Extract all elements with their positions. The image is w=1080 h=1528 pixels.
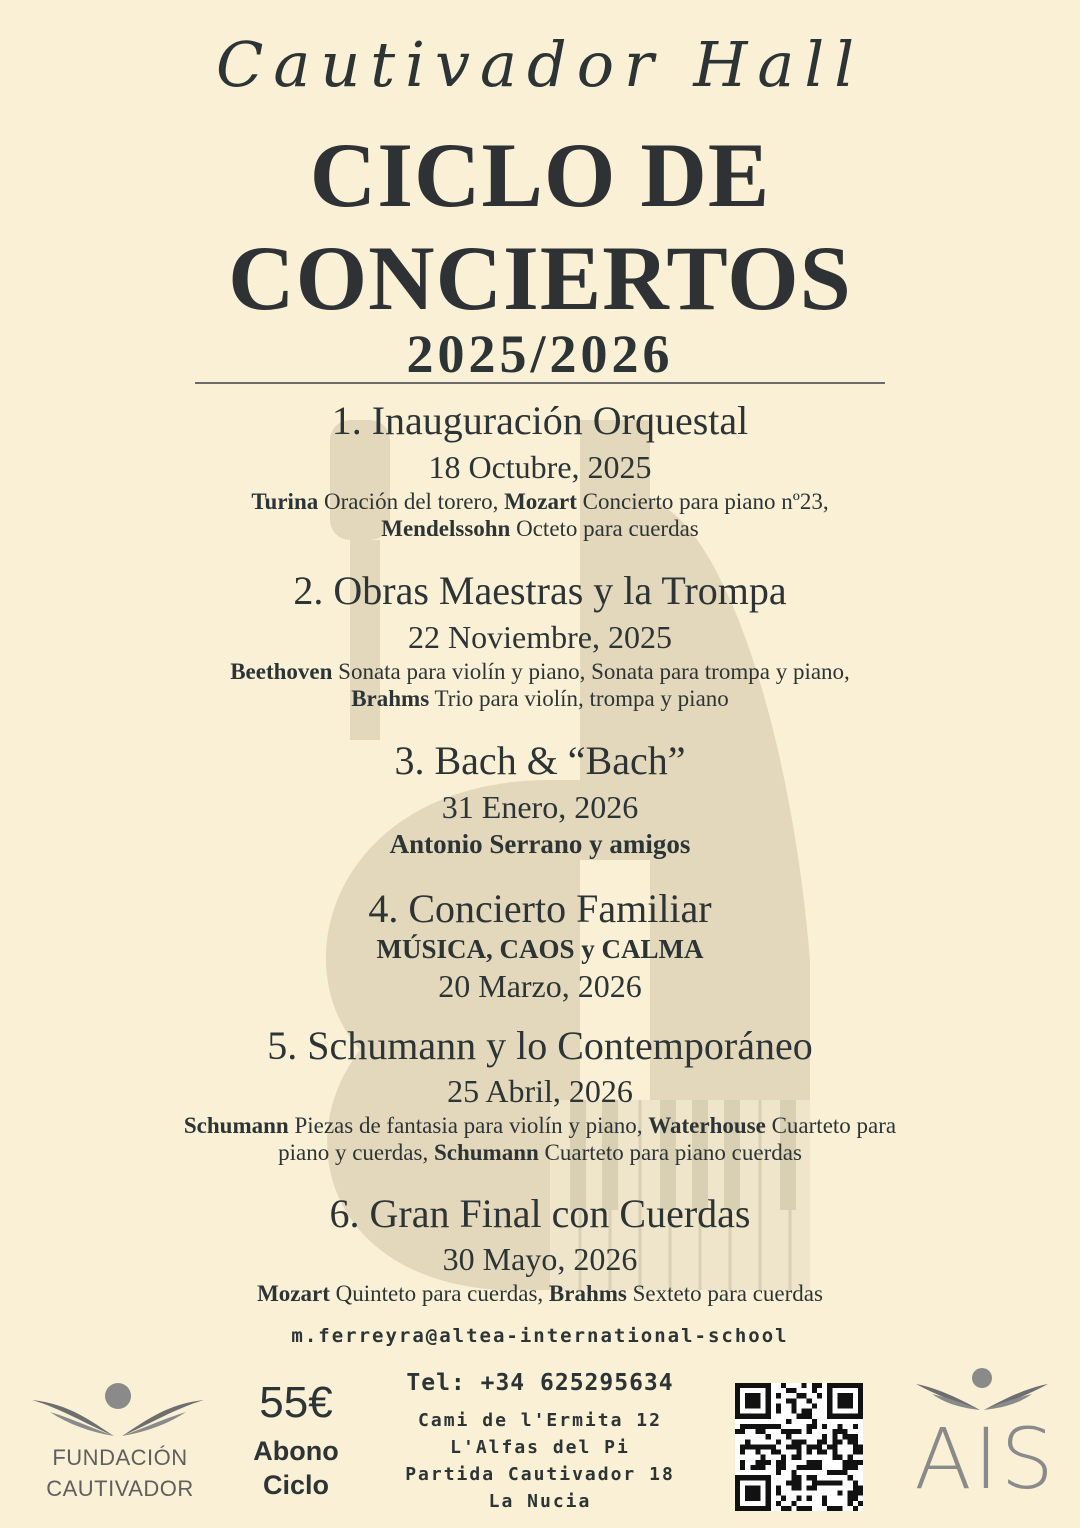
event-date: 31 Enero, 2026 [441, 789, 639, 825]
event-program-line: Brahms Trio para violín, trompa y piano [351, 686, 729, 711]
page-title-line1: CICLO DE [309, 124, 771, 226]
event-date: 22 Noviembre, 2025 [408, 619, 672, 655]
composer-name: Mozart [504, 489, 577, 514]
event-title: 4. Concierto Familiar [368, 886, 712, 931]
fundacion-logo-text: FUNDACIÓN [52, 1445, 188, 1470]
composer-name: Schumann [183, 1113, 289, 1138]
composer-name: Turina [251, 489, 319, 514]
fundacion-logo-icon [30, 1378, 206, 1440]
venue-name: Cautivador Hall [215, 28, 865, 101]
composer-name: Beethoven [230, 659, 333, 684]
address-line: Cami de l'Ermita 12 [418, 1410, 662, 1431]
event-program-line: piano y cuerdas, Schumann Cuarteto para piano cuerdas [278, 1140, 802, 1165]
composer-name: Waterhouse [648, 1113, 766, 1138]
event-title: 5. Schumann y lo Contemporáneo [267, 1023, 813, 1068]
event-program-line: Turina Oración del torero, Mozart Concierto para piano nº23, [251, 489, 829, 514]
event-program-line: Schumann Piezas de fantasia para violín y piano, Waterhouse Cuarteto para [183, 1113, 897, 1138]
contact-email[interactable]: m.ferreyra@altea-international-school [291, 1325, 789, 1347]
event-date: 20 Marzo, 2026 [438, 968, 642, 1004]
composer-name: Mozart [257, 1281, 330, 1306]
event-date: 25 Abril, 2026 [447, 1073, 633, 1109]
event-date: 30 Mayo, 2026 [442, 1241, 638, 1277]
fundacion-logo-text: CAUTIVADOR [46, 1476, 194, 1501]
event-title: 3. Bach & “Bach” [394, 738, 686, 783]
event-title: 1. Inauguración Orquestal [331, 398, 749, 443]
header-divider [195, 382, 885, 384]
event-subtitle: MÚSICA, CAOS y CALMA [376, 934, 704, 964]
contact-phone[interactable]: Tel: +34 625295634 [406, 1370, 674, 1396]
event-program-line: Mendelssohn Octeto para cuerdas [381, 516, 699, 541]
address-line: Partida Cautivador 18 [405, 1464, 675, 1485]
ais-logo-text: AIS [914, 1410, 1056, 1508]
event-title: 2. Obras Maestras y la Trompa [293, 568, 787, 613]
address-line: La Nucia [488, 1491, 592, 1512]
event-title: 6. Gran Final con Cuerdas [329, 1191, 751, 1236]
season-label: 2025/2026 [406, 324, 674, 384]
address-line: L'Alfas del Pi [450, 1437, 630, 1458]
ticket-price: 55€ [259, 1378, 333, 1427]
qr-code-icon[interactable] [735, 1383, 863, 1511]
composer-name: Mendelssohn [381, 516, 511, 541]
event-date: 18 Octubre, 2025 [428, 449, 652, 485]
composer-name: Brahms [548, 1281, 627, 1306]
event-program-line: Mozart Quinteto para cuerdas, Brahms Sexteto para cuerdas [257, 1281, 823, 1306]
composer-name: Schumann [433, 1140, 539, 1165]
event-program-line: Beethoven Sonata para violín y piano, Sonata para trompa y piano, [230, 659, 850, 684]
page-title-line2: CONCIERTOS [228, 227, 852, 329]
composer-name: Brahms [351, 686, 430, 711]
ticket-label: Ciclo [262, 1470, 329, 1500]
ticket-label: Abono [253, 1436, 339, 1466]
event-performer: Antonio Serrano y amigos [389, 829, 691, 859]
